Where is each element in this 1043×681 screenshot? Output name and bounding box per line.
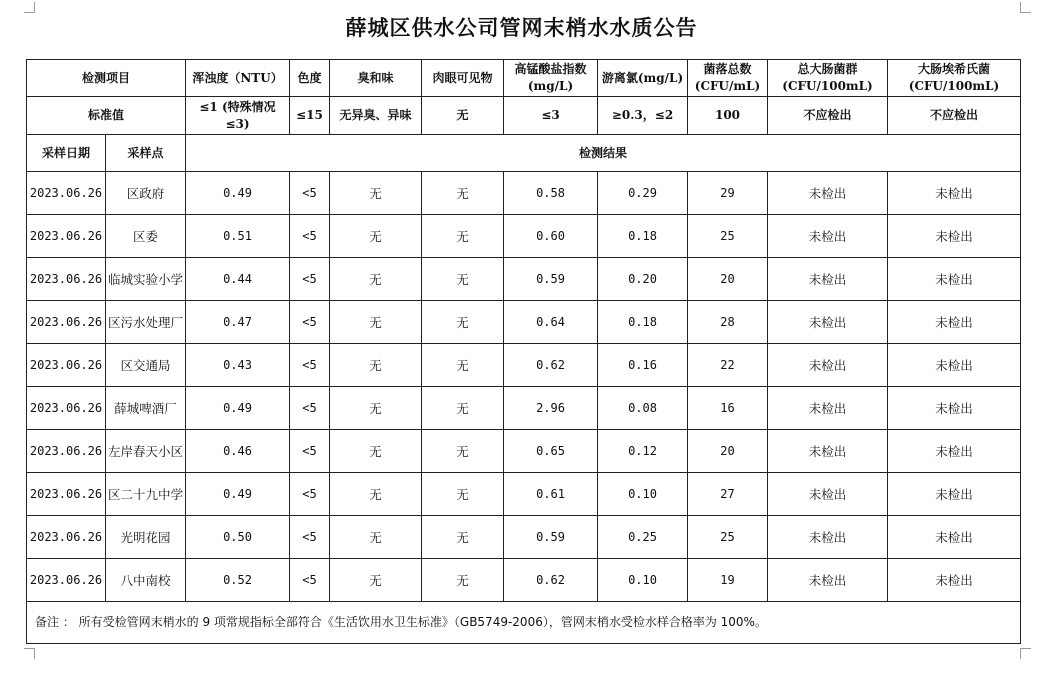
sample-date: 2023.06.26 xyxy=(27,473,106,516)
ecoli-value: 未检出 xyxy=(888,215,1021,258)
cod-value: 0.60 xyxy=(504,215,598,258)
chlorine-value: 0.18 xyxy=(598,215,688,258)
sample-site: 区政府 xyxy=(106,172,186,215)
table-row xyxy=(27,301,1021,344)
coliform-value: 未检出 xyxy=(768,516,888,559)
odor-value: 无 xyxy=(330,344,422,387)
coliform-value: 未检出 xyxy=(768,215,888,258)
ecoli-value: 未检出 xyxy=(888,172,1021,215)
sample-site: 八中南校 xyxy=(106,559,186,602)
standard-ecoli: 不应检出 xyxy=(888,97,1021,135)
bacteria-value: 25 xyxy=(688,516,768,559)
odor-value: 无 xyxy=(330,559,422,602)
table-row xyxy=(27,473,1021,516)
coliform-value: 未检出 xyxy=(768,301,888,344)
ecoli-value: 未检出 xyxy=(888,301,1021,344)
sample-date: 2023.06.26 xyxy=(27,344,106,387)
turbidity-value: 0.49 xyxy=(186,473,290,516)
standard-row xyxy=(27,97,1021,135)
bacteria-value: 27 xyxy=(688,473,768,516)
cod-value: 0.64 xyxy=(504,301,598,344)
visible-value: 无 xyxy=(422,301,504,344)
subheader-row xyxy=(27,135,1021,172)
odor-value: 无 xyxy=(330,258,422,301)
table-row xyxy=(27,344,1021,387)
ecoli-value: 未检出 xyxy=(888,473,1021,516)
odor-value: 无 xyxy=(330,301,422,344)
cod-value: 0.62 xyxy=(504,559,598,602)
subheader-results: 检测结果 xyxy=(186,135,1021,172)
standard-coliform: 不应检出 xyxy=(768,97,888,135)
bacteria-value: 20 xyxy=(688,430,768,473)
turbidity-value: 0.50 xyxy=(186,516,290,559)
visible-value: 无 xyxy=(422,516,504,559)
table-row xyxy=(27,430,1021,473)
ecoli-value: 未检出 xyxy=(888,516,1021,559)
results-body xyxy=(27,172,1021,602)
header-chlorine: 游离氯(mg/L) xyxy=(598,60,688,97)
color-value: <5 xyxy=(290,430,330,473)
turbidity-value: 0.47 xyxy=(186,301,290,344)
standard-chlorine: ≥0.3，≤2 xyxy=(598,97,688,135)
sample-date: 2023.06.26 xyxy=(27,258,106,301)
bacteria-value: 29 xyxy=(688,172,768,215)
turbidity-value: 0.44 xyxy=(186,258,290,301)
odor-value: 无 xyxy=(330,516,422,559)
bacteria-value: 22 xyxy=(688,344,768,387)
turbidity-value: 0.52 xyxy=(186,559,290,602)
standard-cod: ≤3 xyxy=(504,97,598,135)
bacteria-value: 20 xyxy=(688,258,768,301)
color-value: <5 xyxy=(290,559,330,602)
bacteria-value: 16 xyxy=(688,387,768,430)
ecoli-value: 未检出 xyxy=(888,559,1021,602)
visible-value: 无 xyxy=(422,387,504,430)
header-turbidity: 浑浊度（NTU） xyxy=(186,60,290,97)
coliform-value: 未检出 xyxy=(768,473,888,516)
color-value: <5 xyxy=(290,387,330,430)
water-quality-table xyxy=(26,59,1021,644)
turbidity-value: 0.49 xyxy=(186,172,290,215)
bacteria-value: 25 xyxy=(688,215,768,258)
ecoli-value: 未检出 xyxy=(888,258,1021,301)
header-bacteria: 菌落总数 (CFU/mL) xyxy=(688,60,768,97)
page-corner-mark xyxy=(1020,648,1031,659)
sample-date: 2023.06.26 xyxy=(27,215,106,258)
turbidity-value: 0.49 xyxy=(186,387,290,430)
standard-turbidity: ≤1 (特殊情况 ≤3) xyxy=(186,97,290,135)
ecoli-value: 未检出 xyxy=(888,387,1021,430)
header-cod: 高锰酸盐指数 (mg/L) xyxy=(504,60,598,97)
visible-value: 无 xyxy=(422,344,504,387)
color-value: <5 xyxy=(290,516,330,559)
turbidity-value: 0.43 xyxy=(186,344,290,387)
coliform-value: 未检出 xyxy=(768,559,888,602)
odor-value: 无 xyxy=(330,387,422,430)
odor-value: 无 xyxy=(330,473,422,516)
coliform-value: 未检出 xyxy=(768,258,888,301)
chlorine-value: 0.29 xyxy=(598,172,688,215)
standard-label: 标准值 xyxy=(27,97,186,135)
header-odor: 臭和味 xyxy=(330,60,422,97)
subheader-site: 采样点 xyxy=(106,135,186,172)
chlorine-value: 0.10 xyxy=(598,559,688,602)
cod-value: 0.65 xyxy=(504,430,598,473)
visible-value: 无 xyxy=(422,473,504,516)
table-row xyxy=(27,258,1021,301)
header-visible: 肉眼可见物 xyxy=(422,60,504,97)
sample-site: 左岸春天小区 xyxy=(106,430,186,473)
header-item: 检测项目 xyxy=(27,60,186,97)
sample-site: 临城实验小学 xyxy=(106,258,186,301)
header-row xyxy=(27,60,1021,97)
subheader-date: 采样日期 xyxy=(27,135,106,172)
sample-site: 区二十九中学 xyxy=(106,473,186,516)
visible-value: 无 xyxy=(422,430,504,473)
coliform-value: 未检出 xyxy=(768,172,888,215)
chlorine-value: 0.12 xyxy=(598,430,688,473)
note-row xyxy=(27,602,1021,644)
color-value: <5 xyxy=(290,258,330,301)
standard-visible: 无 xyxy=(422,97,504,135)
odor-value: 无 xyxy=(330,215,422,258)
cod-value: 0.59 xyxy=(504,258,598,301)
cod-value: 0.59 xyxy=(504,516,598,559)
chlorine-value: 0.20 xyxy=(598,258,688,301)
page-corner-mark xyxy=(24,648,35,659)
table-row xyxy=(27,172,1021,215)
bacteria-value: 19 xyxy=(688,559,768,602)
sample-site: 区委 xyxy=(106,215,186,258)
table-row xyxy=(27,516,1021,559)
chlorine-value: 0.10 xyxy=(598,473,688,516)
turbidity-value: 0.51 xyxy=(186,215,290,258)
visible-value: 无 xyxy=(422,215,504,258)
sample-date: 2023.06.26 xyxy=(27,301,106,344)
ecoli-value: 未检出 xyxy=(888,430,1021,473)
cod-value: 2.96 xyxy=(504,387,598,430)
visible-value: 无 xyxy=(422,172,504,215)
table-row xyxy=(27,387,1021,430)
coliform-value: 未检出 xyxy=(768,387,888,430)
table-row xyxy=(27,215,1021,258)
color-value: <5 xyxy=(290,473,330,516)
header-ecoli: 大肠埃希氏菌 (CFU/100mL) xyxy=(888,60,1021,97)
sample-date: 2023.06.26 xyxy=(27,559,106,602)
standard-odor: 无异臭、异味 xyxy=(330,97,422,135)
bacteria-value: 28 xyxy=(688,301,768,344)
cod-value: 0.62 xyxy=(504,344,598,387)
visible-value: 无 xyxy=(422,559,504,602)
sample-site: 区污水处理厂 xyxy=(106,301,186,344)
color-value: <5 xyxy=(290,344,330,387)
sample-date: 2023.06.26 xyxy=(27,172,106,215)
visible-value: 无 xyxy=(422,258,504,301)
odor-value: 无 xyxy=(330,430,422,473)
document-title: 薛城区供水公司管网末梢水水质公告 xyxy=(345,16,698,40)
header-coliform: 总大肠菌群 (CFU/100mL) xyxy=(768,60,888,97)
sample-site: 光明花园 xyxy=(106,516,186,559)
chlorine-value: 0.18 xyxy=(598,301,688,344)
standard-color: ≤15 xyxy=(290,97,330,135)
sample-site: 薛城啤酒厂 xyxy=(106,387,186,430)
color-value: <5 xyxy=(290,215,330,258)
note-text: 备注 ： 所有受检管网末梢水的 9 项常规指标全部符合《生活饮用水卫生标准》（GB5749-2006），管网末梢水受检水样合格率为 100%。 xyxy=(27,602,1021,644)
chlorine-value: 0.16 xyxy=(598,344,688,387)
table-row xyxy=(27,559,1021,602)
sample-date: 2023.06.26 xyxy=(27,430,106,473)
header-color: 色度 xyxy=(290,60,330,97)
sample-date: 2023.06.26 xyxy=(27,387,106,430)
coliform-value: 未检出 xyxy=(768,430,888,473)
color-value: <5 xyxy=(290,301,330,344)
coliform-value: 未检出 xyxy=(768,344,888,387)
chlorine-value: 0.08 xyxy=(598,387,688,430)
cod-value: 0.61 xyxy=(504,473,598,516)
sample-site: 区交通局 xyxy=(106,344,186,387)
standard-bacteria: 100 xyxy=(688,97,768,135)
color-value: <5 xyxy=(290,172,330,215)
odor-value: 无 xyxy=(330,172,422,215)
cod-value: 0.58 xyxy=(504,172,598,215)
sample-date: 2023.06.26 xyxy=(27,516,106,559)
turbidity-value: 0.46 xyxy=(186,430,290,473)
chlorine-value: 0.25 xyxy=(598,516,688,559)
ecoli-value: 未检出 xyxy=(888,344,1021,387)
